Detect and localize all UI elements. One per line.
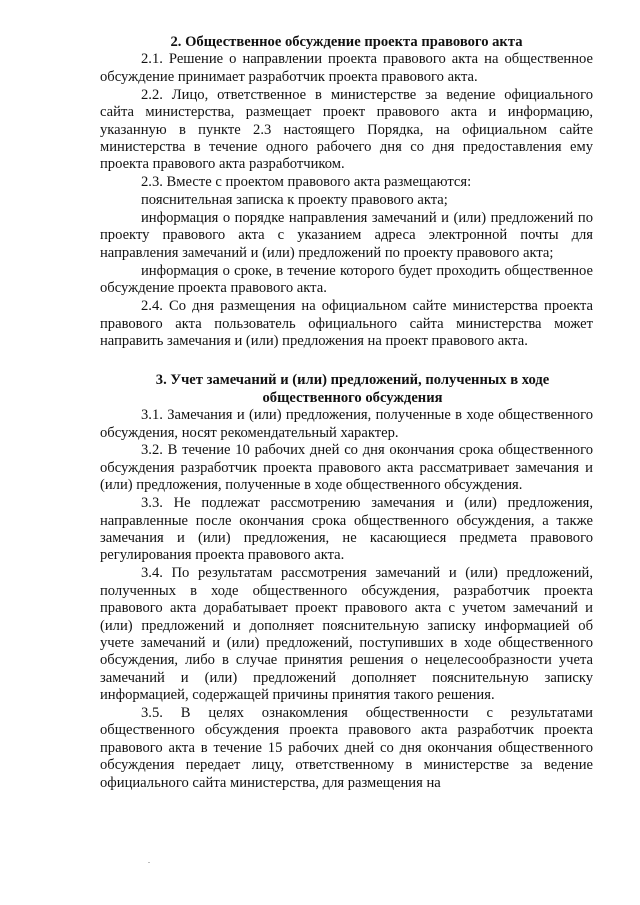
paragraph-3-4: 3.4. По результатам рассмотрения замечаний и (или) предложений, полученных в ходе общественного обсуждения, разработчик проекта правового акта дорабатывает проект правового акта с учетом замечаний и (или) предложений и дополняет пояснительную записку информацией об учете замечаний и (или) предложений, поступивших в ходе общественного обсуждения, либо в случае принятия решения о нецелесообразности учета замечаний и (или) предложений дополняет пояснительную записку информацией, содержащей причины принятия такого решения. [100, 565, 593, 704]
section-2-heading: 2. Общественное обсуждение проекта правового акта [170, 34, 523, 50]
paragraph-2-3-item-2: информация о порядке направления замечаний и (или) предложений по проекту правового акта с указанием адреса электронной почты для направления замечаний и (или) предложений по проекту правового акта; [100, 210, 593, 261]
paragraph-3-5: 3.5. В целях ознакомления общественности с результатами общественного обсуждения проекта правового акта разработчик проекта правового акта в течение 15 рабочих дней со дня окончания общественного обсуждения передает лицу, ответственному в министерстве за ведение официального сайта министерства, для размещения на [100, 705, 593, 791]
document-page [100, 34, 593, 792]
paragraph-2-3-item-3: информация о сроке, в течение которого будет проходить общественное обсуждение проекта правового акта. [100, 262, 593, 297]
paragraph-3-1: 3.1. Замечания и (или) предложения, полученные в ходе общественного обсуждения, носят рекомендательный характер. [100, 407, 593, 441]
paragraph-2-4: 2.4. Со дня размещения на официальном сайте министерства проекта правового акта пользователь официального сайта министерства может направить замечания и (или) предложения на проект правового акта. [100, 298, 593, 349]
scan-speck [148, 862, 150, 863]
paragraph-3-2: 3.2. В течение 10 рабочих дней со дня окончания срока общественного обсуждения разработчик проекта правового акта рассматривает замечания и (или) предложения, полученные в ходе общественного обсуждения. [100, 442, 593, 494]
paragraph-3-3: 3.3. Не подлежат рассмотрению замечания и (или) предложения, направленные после окончания срока общественного обсуждения, а также замечания и (или) предложения, не касающиеся предмета правового регулирования проекта правового акта. [100, 495, 593, 564]
paragraph-2-2: 2.2. Лицо, ответственное в министерстве за ведение официального сайта министерства, размещает проект правового акта и информацию, указанную в пункте 2.3 настоящего Порядка, на официальном сайте министерства в течение одного рабочего дня со дня предоставления ему проекта правового акта разработчиком. [100, 86, 593, 173]
section-3-heading: 3. Учет замечаний и (или) предложений, полученных в ходе общественного обсуждения [155, 372, 550, 406]
paragraph-2-3-item-1: пояснительная записка к проекту правового акта; [141, 192, 448, 209]
paragraph-2-3: 2.3. Вместе с проектом правового акта размещаются: [141, 174, 472, 191]
paragraph-2-1: 2.1. Решение о направлении проекта правового акта на общественное обсуждение принимает разработчик проекта правового акта. [100, 51, 593, 85]
